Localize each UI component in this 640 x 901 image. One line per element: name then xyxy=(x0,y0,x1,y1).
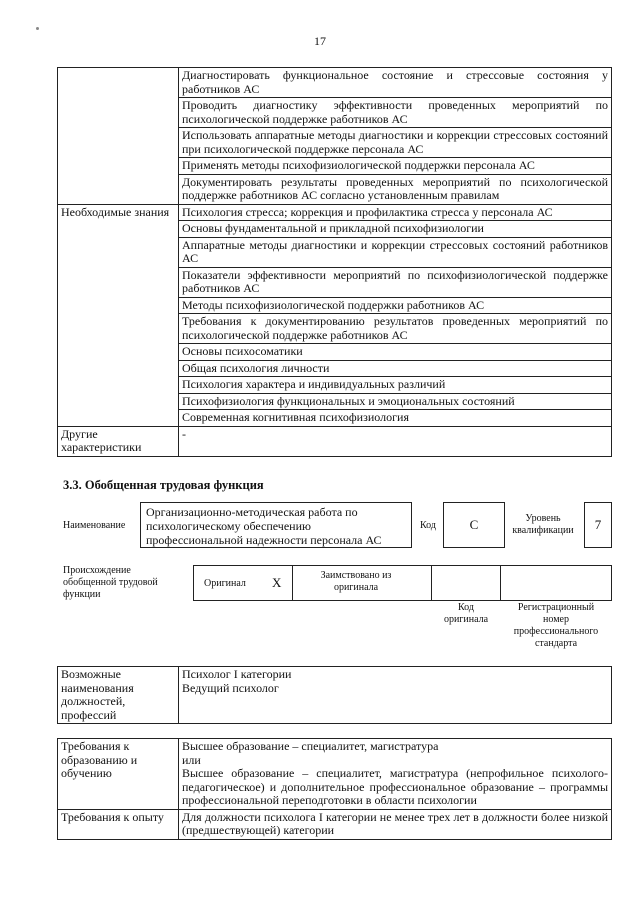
knowledge-item: Методы психофизиологической поддержки работников АС xyxy=(179,297,612,314)
knowledge-item: Аппаратные методы диагностики и коррекции стрессовых состояний работников АС xyxy=(179,237,612,267)
skills-knowledge-table xyxy=(57,67,612,457)
skills-label-cell xyxy=(58,68,179,205)
other-characteristics-value: - xyxy=(179,426,612,456)
original-mark: X xyxy=(272,575,282,590)
education-cell xyxy=(179,739,612,810)
table-row xyxy=(58,204,612,221)
job-titles-label: Возможные наименования должностей, профессий xyxy=(58,667,179,724)
table-row xyxy=(58,809,612,839)
other-characteristics-label: Другие характеристики xyxy=(58,426,179,456)
requirements-table xyxy=(57,738,612,840)
knowledge-item: Основы фундаментальной и прикладной психофизиологии xyxy=(179,221,612,238)
reg-number-box xyxy=(500,565,612,601)
knowledge-label: Необходимые знания xyxy=(58,204,179,426)
knowledge-item: Психология характера и индивидуальных различий xyxy=(179,377,612,394)
origin-label: Происхождение обобщенной трудовой функции xyxy=(63,565,158,600)
code-label: Код xyxy=(420,520,436,531)
skill-item: Документировать результаты проведенных мероприятий по психологической поддержке работников АС согласно установленным правилам xyxy=(179,174,612,204)
education-label: Требования к образованию и обучению xyxy=(58,739,179,810)
section-title: 3.3. Обобщенная трудовая функция xyxy=(63,478,264,492)
skill-item: Использовать аппаратные методы диагностики и коррекции стрессовых состояний при психологической поддержке персонала АС xyxy=(179,128,612,158)
borrowed-box xyxy=(292,565,432,601)
name-label: Наименование xyxy=(63,520,126,531)
original-box xyxy=(193,565,293,601)
origin-code-caption: Код оригинала xyxy=(443,602,489,625)
table-row xyxy=(58,68,612,98)
job-title-item: Психолог I категории xyxy=(182,667,292,681)
level-label: Уровень квалификации xyxy=(512,513,574,536)
knowledge-item: Показатели эффективности мероприятий по психофизиологической поддержке работников АС xyxy=(179,267,612,297)
table-row xyxy=(58,739,612,810)
table-row xyxy=(58,426,612,456)
page-number: 17 xyxy=(314,34,326,48)
scan-dot xyxy=(36,27,39,30)
education-line: или xyxy=(182,752,201,767)
skill-item: Применять методы психофизиологической поддержки персонала АС xyxy=(179,158,612,175)
job-titles-cell xyxy=(179,667,612,724)
knowledge-item: Психология стресса; коррекция и профилактика стресса у персонала АС xyxy=(179,204,612,221)
experience-value: Для должности психолога I категории не менее трех лет в должности более низкой (предшествующей) категории xyxy=(179,809,612,839)
job-title-item: Ведущий психолог xyxy=(182,680,279,695)
knowledge-item: Основы психосоматики xyxy=(179,344,612,361)
knowledge-item: Требования к документированию результатов проведенных мероприятий по психологической поддержке работников АС xyxy=(179,314,612,344)
original-label: Оригинал xyxy=(204,578,246,589)
experience-label: Требования к опыту xyxy=(58,809,179,839)
origin-code-box xyxy=(431,565,501,601)
skill-item: Диагностировать функциональное состояние и стрессовые состояния у работников АС xyxy=(179,68,612,98)
reg-number-caption: Регистрационный номер профессионального стандарта xyxy=(513,602,599,649)
borrowed-label: Заимствовано из оригинала xyxy=(320,570,392,593)
education-line: Высшее образование – специалитет, магистратура xyxy=(182,739,439,753)
table-row xyxy=(58,667,612,724)
skill-item: Проводить диагностику эффективности проведенных мероприятий по психологической поддержке работников АС xyxy=(179,98,612,128)
education-line: Высшее образование – специалитет, магистратура (непрофильное психолого-педагогическое) и дополнительное профессиональное образование – программы профессиональной переподготовки в области психологии xyxy=(182,766,608,807)
job-titles-table xyxy=(57,666,612,724)
knowledge-item: Современная когнитивная психофизиология xyxy=(179,410,612,427)
knowledge-item: Психофизиология функциональных и эмоциональных состояний xyxy=(179,393,612,410)
function-name-box: Организационно-методическая работа по психологическому обеспечению профессиональной надежности персонала АС xyxy=(140,502,412,548)
code-value-box: C xyxy=(443,502,505,548)
level-value-box: 7 xyxy=(584,502,612,548)
knowledge-item: Общая психология личности xyxy=(179,360,612,377)
